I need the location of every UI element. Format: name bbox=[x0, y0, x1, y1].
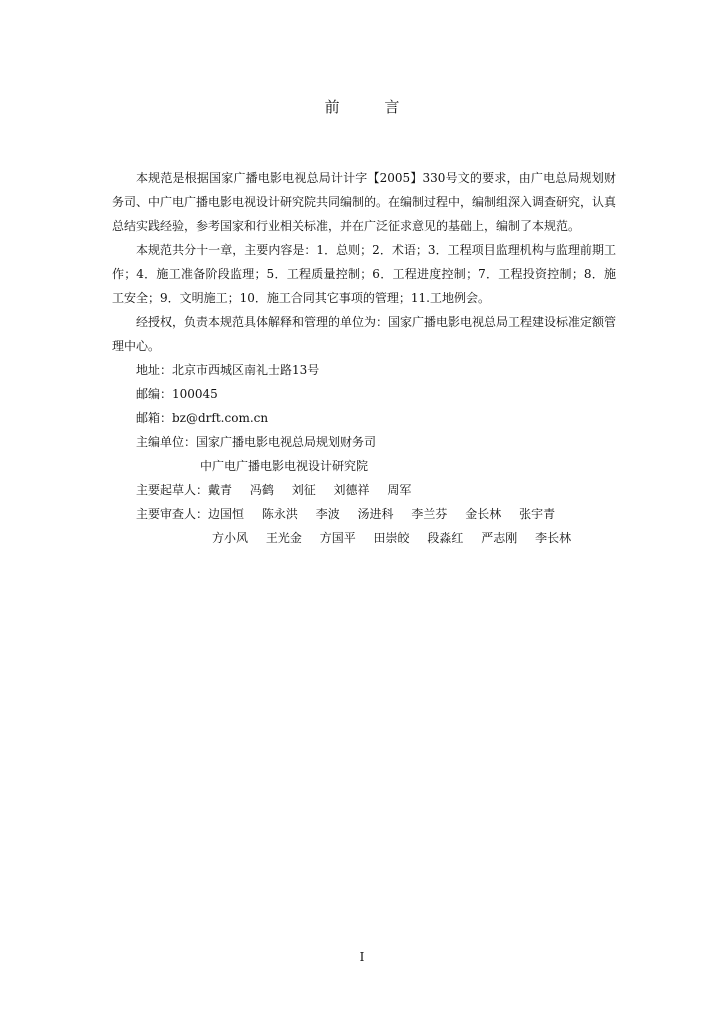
reviewer-name: 田崇皎 bbox=[373, 531, 410, 545]
reviewer-name: 李长林 bbox=[535, 531, 572, 545]
page-number: I bbox=[359, 950, 365, 964]
paragraph-basis: 本规范是根据国家广播电影电视总局计计字【2005】330号文的要求，由广电总局规划财务司、中广电广播电影电视设计研究院共同编制的。在编制过程中，编制组深入调查研究，认真总结实践经验，参考国家和行业相关标准，并在广泛征求意见的基础上，编制了本规范。 bbox=[112, 171, 617, 233]
reviewer-name: 金长林 bbox=[465, 507, 502, 521]
reviewer-name: 严志刚 bbox=[481, 531, 518, 545]
paragraph-chapters: 本规范共分十一章，主要内容是：1．总则；2．术语；3．工程项目监理机构与监理前期工作；4．施工准备阶段监理；5．工程质量控制；6．工程进度控制；7．工程投资控制；8．施工安全；9．文明施工；10．施工合同其它事项的管理；11.工地例会。 bbox=[112, 243, 616, 305]
drafters-row bbox=[112, 478, 616, 502]
editor-unit-2: 中广电广播电影电视设计研究院 bbox=[200, 459, 369, 473]
drafters-names bbox=[208, 478, 425, 502]
contact-email: 邮箱：bz@drft.com.cn bbox=[136, 411, 269, 425]
editor-label: 主编单位： bbox=[136, 435, 197, 449]
reviewer-name: 方国平 bbox=[319, 531, 356, 545]
editor-unit-1: 国家广播电影电视总局规划财务司 bbox=[196, 435, 377, 449]
drafter-name: 冯鹤 bbox=[249, 483, 274, 497]
reviewers-names-1 bbox=[208, 502, 569, 526]
drafter-name: 周军 bbox=[387, 483, 412, 497]
drafter-name: 刘征 bbox=[291, 483, 316, 497]
reviewer-name: 陈永洪 bbox=[261, 507, 298, 521]
reviewer-name: 张宇青 bbox=[519, 507, 556, 521]
reviewer-name: 段淼红 bbox=[427, 531, 464, 545]
drafter-name: 刘德祥 bbox=[333, 483, 370, 497]
body-content bbox=[112, 166, 616, 550]
page-title: 前 言 bbox=[324, 98, 420, 116]
reviewer-name: 汤进科 bbox=[357, 507, 394, 521]
contact-postcode: 邮编：100045 bbox=[136, 387, 218, 401]
reviewers-label: 主要审查人： bbox=[136, 507, 209, 521]
reviewers-row-1 bbox=[112, 502, 616, 526]
drafters-label: 主要起草人： bbox=[136, 483, 209, 497]
drafter-name: 戴青 bbox=[208, 483, 233, 497]
reviewer-name: 李波 bbox=[315, 507, 340, 521]
reviewer-name: 方小风 bbox=[212, 531, 249, 545]
reviewer-name: 王光金 bbox=[265, 531, 302, 545]
contact-address: 地址：北京市西城区南礼士路13号 bbox=[136, 363, 320, 377]
reviewers-row-2 bbox=[112, 526, 616, 550]
reviewer-name: 边国恒 bbox=[208, 507, 245, 521]
reviewer-name: 李兰芬 bbox=[411, 507, 448, 521]
paragraph-authority: 经授权，负责本规范具体解释和管理的单位为：国家广播电影电视总局工程建设标准定额管理中心。 bbox=[112, 315, 617, 353]
editor-unit-line bbox=[112, 430, 616, 454]
